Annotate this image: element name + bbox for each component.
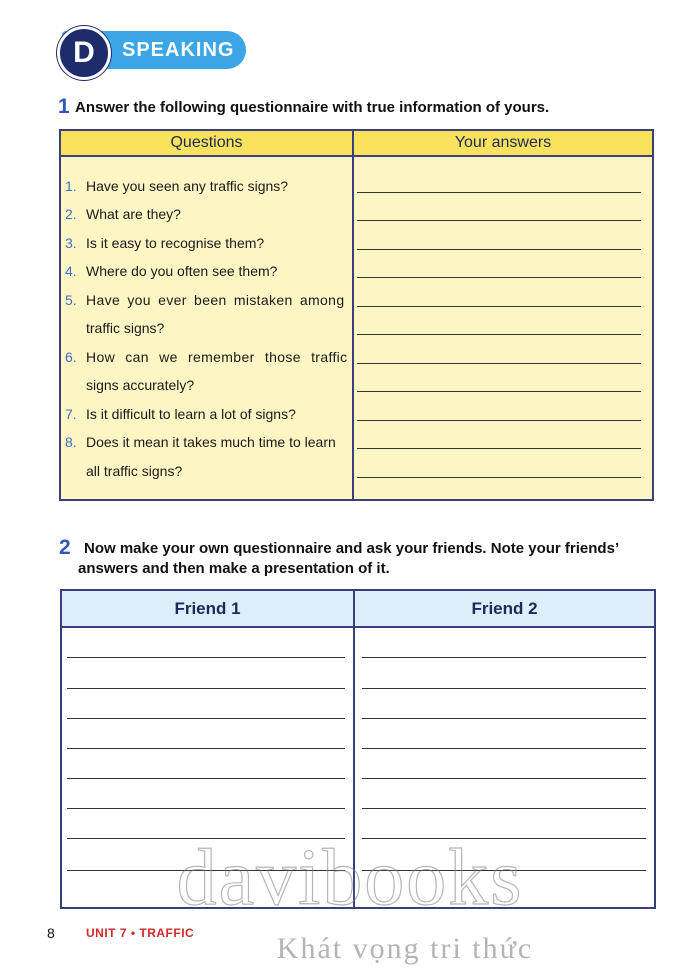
question-number: 5. xyxy=(65,292,77,308)
answer-line[interactable] xyxy=(357,220,641,221)
question-number: 1. xyxy=(65,178,77,194)
exercise-1-instruction: Answer the following questionnaire with true information of yours. xyxy=(75,99,550,116)
question-2 xyxy=(65,204,351,224)
question-text: Have you ever been mistaken among xyxy=(86,292,345,308)
question-text: Does it mean it takes much time to learn xyxy=(86,434,336,450)
friend-2-column-header: Friend 2 xyxy=(471,599,538,618)
answer-line[interactable] xyxy=(357,249,641,250)
question-number: 8. xyxy=(65,434,77,450)
friend-1-line[interactable] xyxy=(67,748,345,749)
question-5-continued: traffic signs? xyxy=(86,320,165,336)
friend-2-line[interactable] xyxy=(362,718,646,719)
friend-1-line[interactable] xyxy=(67,688,345,689)
friend-1-line[interactable] xyxy=(67,808,345,809)
question-text: Is it easy to recognise them? xyxy=(86,235,265,251)
friend-2-line[interactable] xyxy=(362,808,646,809)
watermark-brand: davibooks xyxy=(176,834,524,922)
question-6-continued: signs accurately? xyxy=(86,377,195,393)
question-number: 2. xyxy=(65,206,77,222)
friend-1-line[interactable] xyxy=(67,778,345,779)
question-7 xyxy=(65,404,351,424)
question-number: 6. xyxy=(65,349,77,365)
watermark-slogan: Khát vọng tri thức xyxy=(276,932,534,965)
friend-2-line[interactable] xyxy=(362,778,646,779)
friend-1-line[interactable] xyxy=(67,718,345,719)
question-5 xyxy=(65,290,351,310)
answer-line[interactable] xyxy=(357,277,641,278)
answer-line[interactable] xyxy=(357,391,641,392)
question-number: 3. xyxy=(65,235,77,251)
answer-line[interactable] xyxy=(357,192,641,193)
question-text: Where do you often see them? xyxy=(86,263,278,279)
page-number: 8 xyxy=(47,925,55,941)
answer-line[interactable] xyxy=(357,363,641,364)
friend-1-line[interactable] xyxy=(67,657,345,658)
column-divider xyxy=(352,131,354,499)
exercise-2-instruction-line-2: answers and then make a presentation of it. xyxy=(78,560,390,577)
answers-column-header: Your answers xyxy=(454,134,552,151)
question-text: Have you seen any traffic signs? xyxy=(86,178,289,194)
question-1 xyxy=(65,176,351,196)
exercise-1-number: 1 xyxy=(58,95,70,118)
questionnaire-table xyxy=(59,129,654,501)
section-letter-badge: D xyxy=(57,26,111,80)
question-number: 4. xyxy=(65,263,77,279)
question-6 xyxy=(65,347,351,367)
answer-line[interactable] xyxy=(357,448,641,449)
question-text: Is it difficult to learn a lot of signs? xyxy=(86,406,296,422)
unit-label: UNIT 7 • TRAFFIC xyxy=(86,926,195,940)
answer-line[interactable] xyxy=(357,334,641,335)
questions-column-header: Questions xyxy=(170,134,243,151)
question-3 xyxy=(65,233,351,253)
friend-1-column-header: Friend 1 xyxy=(174,599,241,618)
answer-line[interactable] xyxy=(357,420,641,421)
friend-2-line[interactable] xyxy=(362,688,646,689)
exercise-2-number: 2 xyxy=(59,536,71,559)
question-text: What are they? xyxy=(86,206,181,222)
question-8-continued: all traffic signs? xyxy=(86,463,183,479)
question-number: 7. xyxy=(65,406,77,422)
question-text: How can we remember those traffic xyxy=(86,349,348,365)
answer-line[interactable] xyxy=(357,477,641,478)
question-8 xyxy=(65,432,351,452)
section-title: SPEAKING xyxy=(122,39,235,61)
question-4 xyxy=(65,261,351,281)
friend-2-line[interactable] xyxy=(362,657,646,658)
answer-line[interactable] xyxy=(357,306,641,307)
exercise-2-instruction-line-1: Now make your own questionnaire and ask your friends. Note your friends’ xyxy=(84,540,620,557)
friend-2-line[interactable] xyxy=(362,748,646,749)
